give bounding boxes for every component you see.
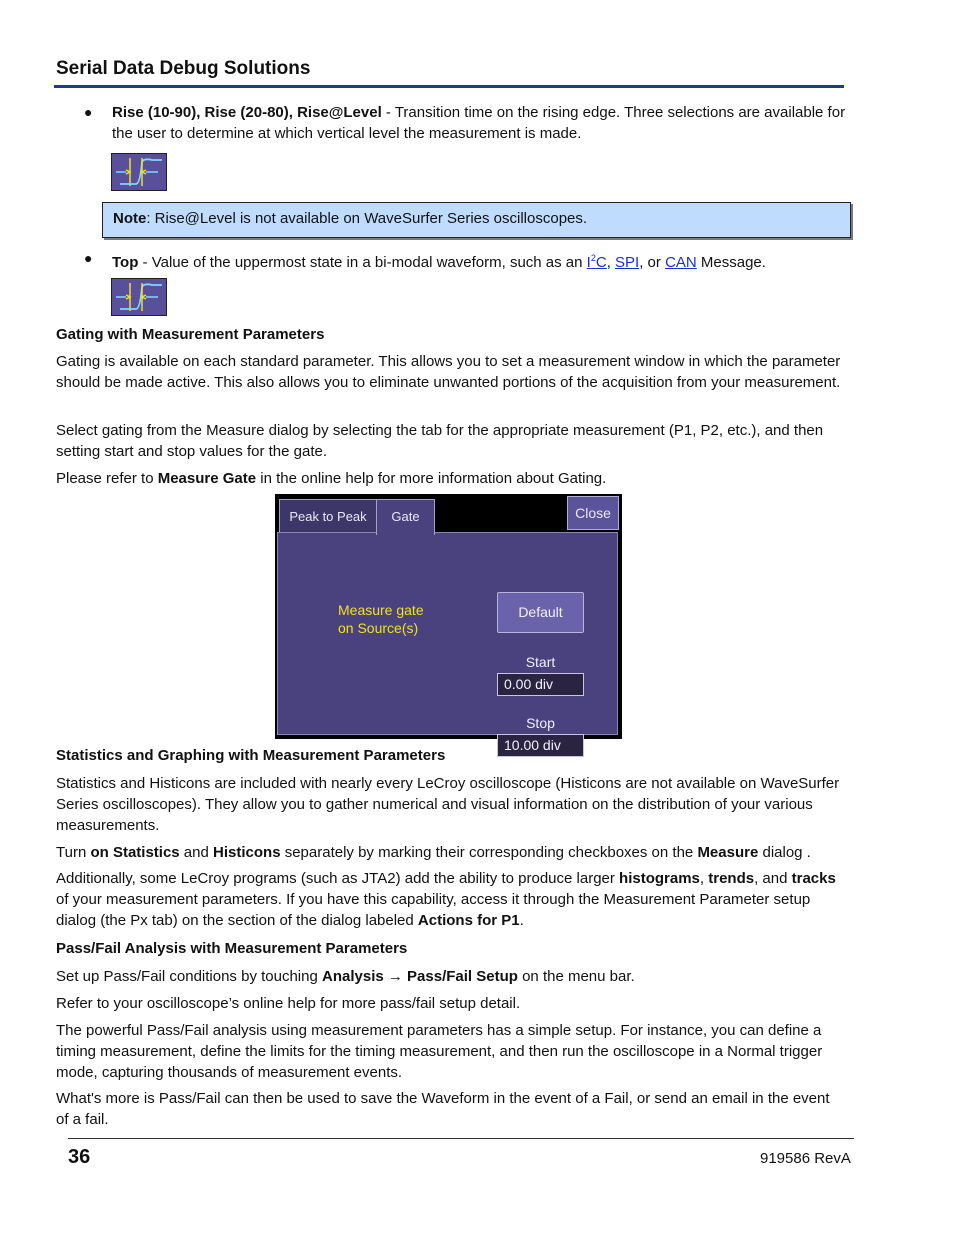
top-measure-icon [111, 278, 167, 316]
page-header-title: Serial Data Debug Solutions [56, 58, 311, 79]
tab-peak-to-peak[interactable]: Peak to Peak [279, 499, 377, 535]
bullet-dot: ● [84, 104, 93, 120]
start-label: Start [525, 654, 556, 670]
default-button[interactable]: Default [497, 592, 584, 633]
bullet-dot: ● [84, 250, 93, 266]
stop-field[interactable]: 10.00 div [497, 734, 584, 757]
stop-label: Stop [526, 715, 555, 731]
document-id: 919586 RevA [760, 1150, 851, 1167]
gating-para-1: Gating is available on each standard parameter. This allows you to set a measurement window in which the parameter should be made active. This also allows you to eliminate unwanted portions of the acquisition from your measurement. [56, 353, 841, 391]
stats-para-3: Additionally, some LeCroy programs (such as JTA2) add the ability to produce larger histograms, trends, and tracks of your measurement parameters. If you have this capability, access it through the Measurement Parameter setup dialog (the Px tab) on the section of the dialog labeled Actions for P1. [56, 870, 836, 929]
footer-rule [68, 1138, 854, 1139]
rise-measure-icon [111, 153, 167, 191]
passfail-heading: Pass/Fail Analysis with Measurement Parameters [56, 940, 408, 957]
passfail-para-4: What's more is Pass/Fail can then be used to save the Waveform in the event of a Fail, or send an email in the event of a fail. [56, 1090, 830, 1128]
stats-para-2: Turn on Statistics and Histicons separately by marking their corresponding checkboxes on the Measure dialog . [56, 844, 811, 861]
gating-para-2: Select gating from the Measure dialog by selecting the tab for the appropriate measurement (P1, P2, etc.), and then setting start and stop values for the gate. [56, 422, 824, 460]
stats-heading: Statistics and Graphing with Measurement Parameters [56, 747, 446, 764]
header-rule [54, 85, 844, 88]
passfail-para-1: Set up Pass/Fail conditions by touching Analysis → Pass/Fail Setup on the menu bar. [56, 968, 635, 985]
can-link[interactable]: CAN [665, 254, 697, 271]
close-button[interactable]: Close [567, 496, 619, 530]
passfail-para-3: The powerful Pass/Fail analysis using measurement parameters has a simple setup. For instance, you can define a timing measurement, define the limits for the timing measurement, and then run the oscilloscope in a Normal trigger mode, capturing thousands of measurement events. [56, 1022, 823, 1081]
measure-gate-dialog [275, 494, 622, 753]
top-bullet-text: Top - Value of the uppermost state in a bi-modal waveform, such as an I$^2$C, SPI, or CAN Message. [112, 253, 766, 271]
passfail-para-2: Refer to your oscilloscope’s online help for more pass/fail setup detail. [56, 995, 521, 1012]
gating-para-3: Please refer to Measure Gate in the online help for more information about Gating. [56, 470, 607, 487]
i2c-link[interactable]: I$^2$C [586, 253, 607, 271]
gating-heading: Gating with Measurement Parameters [56, 326, 325, 343]
rise-bullet-text: Rise (10-90), Rise (20-80), Rise@Level - Transition time on the rising edge. Three selections are available for the user to determine at which vertical level the measurement is made. [112, 104, 846, 142]
spi-link[interactable]: SPI [615, 254, 640, 271]
dialog-body [277, 532, 618, 753]
start-field[interactable]: 0.00 div [497, 673, 584, 696]
stats-para-1: Statistics and Histicons are included with nearly every LeCroy oscilloscope (Histicons are not available on WaveSurfer Series oscilloscopes). They allow you to gather numerical and visual information on the distribution of your various measurements. [56, 775, 840, 834]
note-box: Note: Rise@Level is not available on WaveSurfer Series oscilloscopes. [102, 202, 851, 238]
tab-gate[interactable]: Gate [376, 499, 435, 535]
page-number: 36 [68, 1146, 91, 1168]
gate-message: Measure gate on Source(s) [338, 602, 424, 636]
